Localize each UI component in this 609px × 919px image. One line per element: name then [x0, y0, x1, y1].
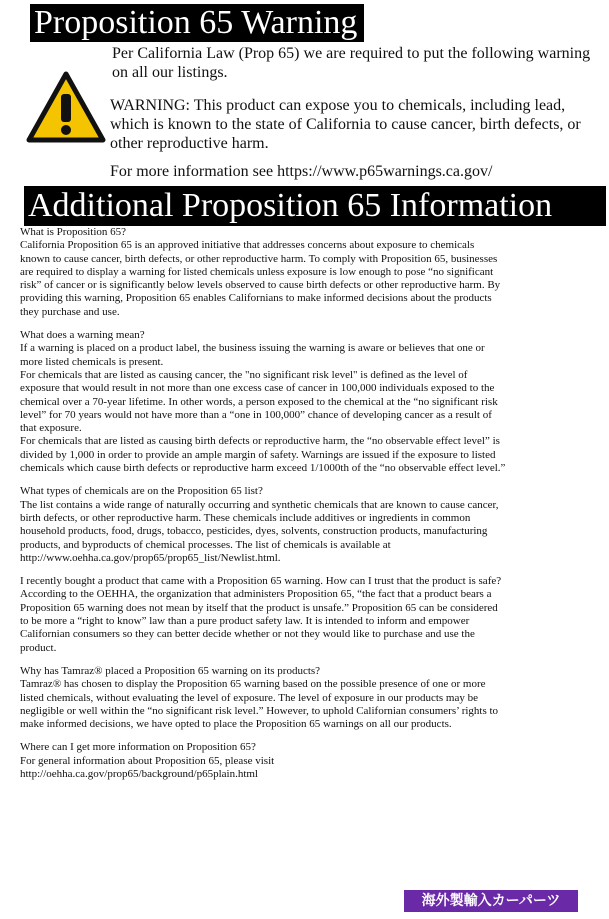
faq-question: What does a warning mean?: [20, 329, 145, 342]
faq-question: I recently bought a product that came with a Proposition 65 warning. How can I trust that the product is safe?: [20, 575, 502, 588]
faq-question: Why has Tamraz® placed a Proposition 65 warning on its products?: [20, 664, 321, 677]
faq-answer: According to the OEHHA, the organization that administers Proposition 65, “the fact that a product bears a Proposition 65 warning does not mean by itself that the product is unsafe.” Proposition 65 can be considered to be more a “right to know” law than a pure product safety law. It is intended to inform and empower Californian consumers so they can better decide whether or not they would like to purchase and use the product.: [20, 588, 498, 654]
faq-question: What is Proposition 65?: [20, 226, 127, 238]
faq-answer: For chemicals that are listed as causing cancer, the "no significant risk level" is defined as the level of exposure that would result in not more than one excess case of cancer in 100,000 individuals exposed to the chemical over a 70-year lifetime. In other words, a person exposed to the chemical at the “no significant risk level” for 70 years would not have more than a “one in 100,000” chance of developing cancer as a result of that exposure.: [20, 368, 498, 435]
faq-section: [20, 485, 506, 565]
faq-section: [20, 741, 506, 781]
faq-question: What types of chemicals are on the Proposition 65 list?: [20, 485, 263, 498]
faq-section: [20, 665, 506, 731]
faq-answer: The list contains a wide range of naturally occurring and synthetic chemicals that are known to cause cancer, birth defects, or other reproductive harm. These chemicals include additives or ingredients in common household products, food, drugs, tobacco, pesticides, dyes, solvents, construction products, manufacturing products, and byproducts of chemical processes. The list of chemicals is available at http://www.oehha.ca.gov/prop65/prop65_list/Newlist.html.: [20, 498, 499, 564]
faq-section: [20, 575, 506, 655]
faq-section: [20, 226, 506, 319]
faq-section: [20, 329, 506, 475]
faq-answer: For chemicals that are listed as causing birth defects or reproductive harm, the “no observable effect level” is divided by 1,000 in order to provide an ample margin of safety. Warnings are issued if the exposure to listed chemicals which cause birth defects or reproductive harm exceed 1/1000th of the “no observable effect level.”: [20, 435, 506, 475]
faq-answer: California Proposition 65 is an approved initiative that addresses concerns about exposure to chemicals known to cause cancer, birth defects, or other reproductive harm. To comply with Proposition 65, businesses are required to display a warning for listed chemicals unless exposure is low enough to pose “no significant risk” of cancer or is significantly below levels observed to cause birth defects or other reproductive harm. By providing this warning, Proposition 65 enables Californians to make informed decisions about the products they purchase and use.: [20, 239, 501, 318]
faq-answer: Tamraz® has chosen to display the Proposition 65 warning based on the possible presence of one or more listed chemicals, without evaluating the level of exposure. The level of exposure in our products may be negligible or well within the “no significant risk level.” However, to uphold Californian consumers’ rights to make informed decisions, we have opted to place the Proposition 65 warnings on all our products.: [20, 678, 499, 731]
warning-statement: WARNING: This product can expose you to chemicals, including lead, which is known to the state of California to cause cancer, birth defects, or other reproductive harm.: [110, 97, 581, 152]
law-notice: Per California Law (Prop 65) we are required to put the following warning on all our listings.: [112, 45, 591, 81]
faq-answer: For general information about Proposition 65, please visit http://oehha.ca.gov/prop65/background/p65plain.html: [20, 754, 275, 780]
faq-content: [20, 226, 506, 791]
warning-banner-title: Proposition 65 Warning: [30, 4, 364, 42]
more-info-line: For more information see https://www.p65warnings.ca.gov/: [110, 163, 493, 180]
warning-triangle-icon: [26, 70, 106, 144]
faq-answer: If a warning is placed on a product label, the business issuing the warning is aware or believes that one or more listed chemicals is present.: [20, 342, 485, 368]
additional-info-title: Additional Proposition 65 Information: [24, 186, 606, 226]
import-parts-badge: 海外製輸入カーパーツ: [404, 890, 578, 912]
faq-question: Where can I get more information on Proposition 65?: [20, 741, 256, 754]
